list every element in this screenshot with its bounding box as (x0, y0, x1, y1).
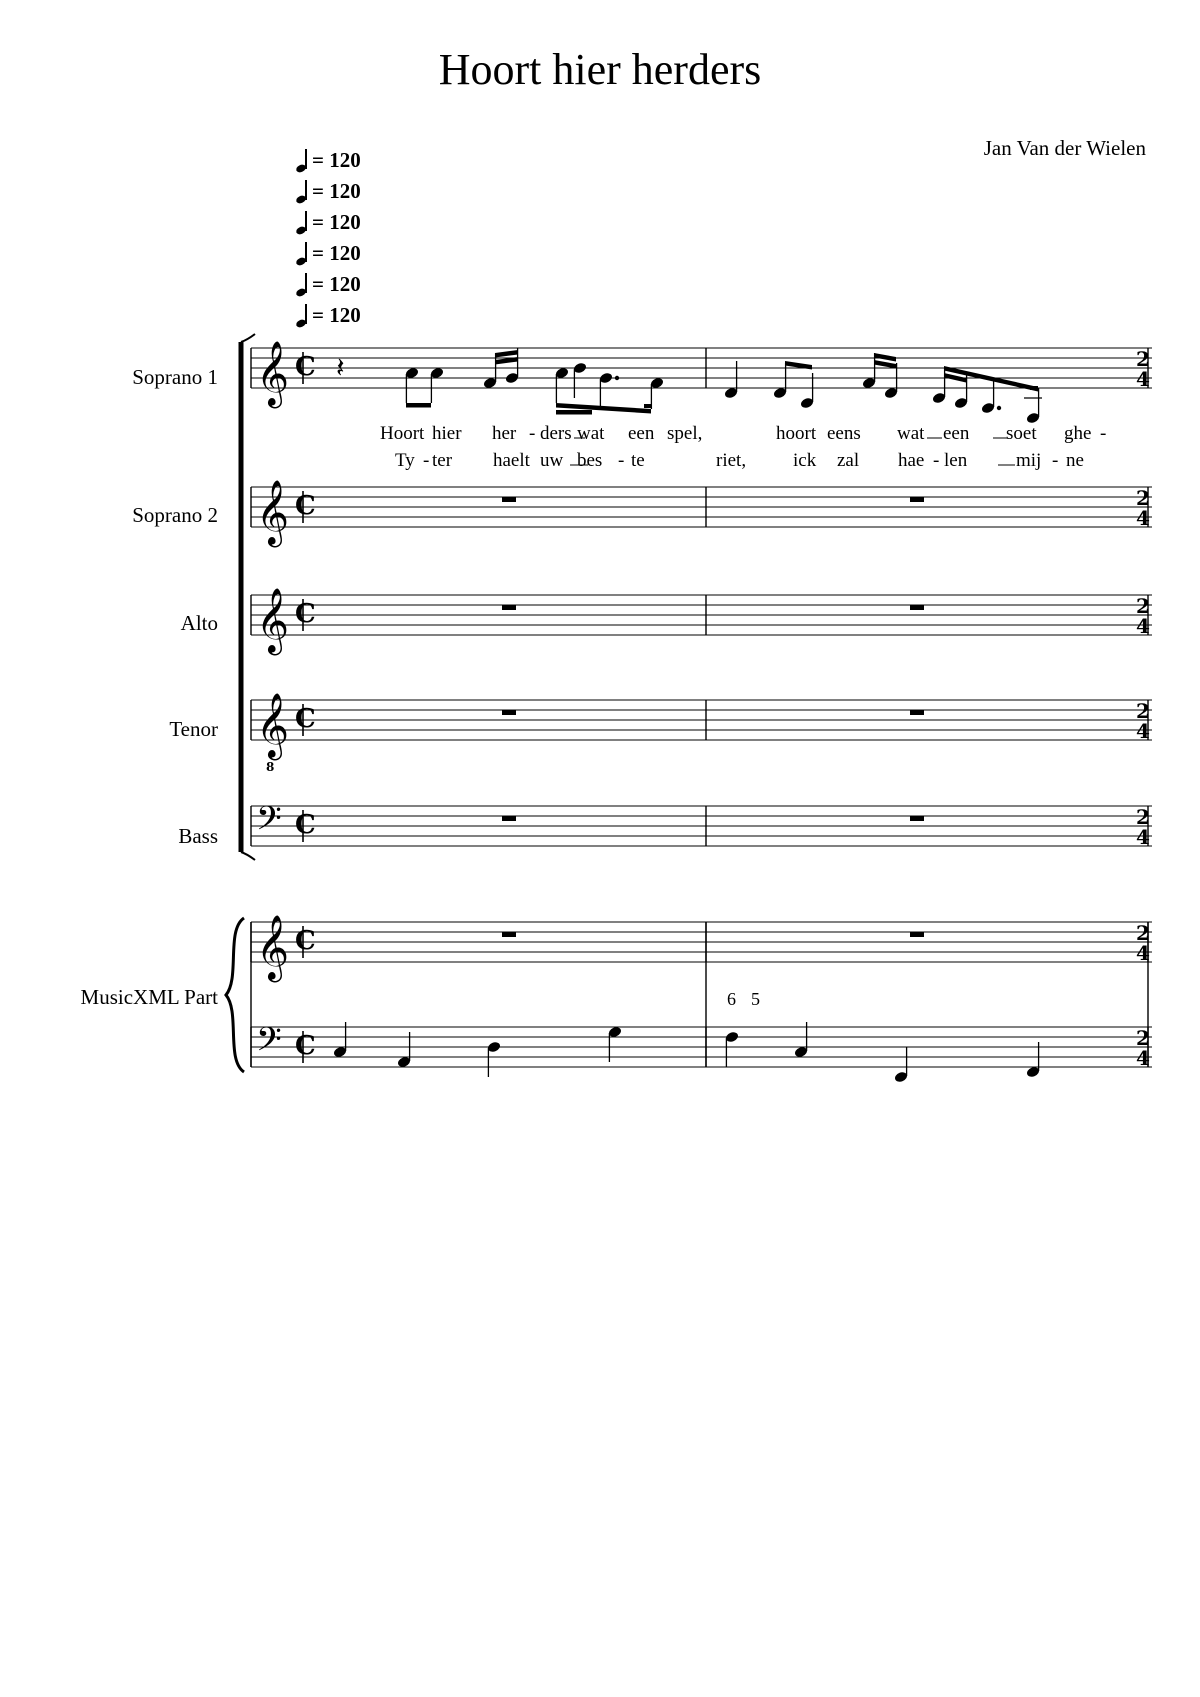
lyric-syllable: - (618, 450, 625, 471)
lyric-syllable: ter (432, 450, 453, 471)
lyric-syllable: len (944, 450, 968, 471)
beam (874, 360, 896, 369)
lyric-syllable: wat (897, 423, 925, 444)
time-signature-denominator: 4 (1136, 941, 1150, 965)
cut-time-icon: C (295, 704, 316, 734)
whole-rest (910, 497, 924, 502)
bass-clef-icon: 𝄢 (256, 1021, 282, 1067)
beam (644, 404, 651, 408)
time-signature-denominator: 4 (1136, 506, 1150, 530)
whole-rest (910, 605, 924, 610)
instrument-label-bass: Bass (178, 824, 218, 848)
choir-bracket (241, 852, 255, 860)
bass-clef-icon: 𝄢 (256, 800, 282, 846)
tempo-text: = 120 (312, 179, 361, 203)
cut-time-icon: C (295, 810, 316, 840)
time-signature-numerator: 2 (1136, 1026, 1150, 1050)
lyric-syllable: her (492, 423, 517, 444)
note-dot (997, 406, 1001, 410)
time-signature-numerator: 2 (1136, 594, 1150, 618)
lyric-syllable: - (1100, 423, 1107, 444)
instrument-label-alto: Alto (180, 611, 218, 635)
treble-clef-icon: 𝄞 (256, 915, 290, 980)
whole-rest (502, 605, 516, 610)
lyric-syllable: riet, (716, 450, 747, 471)
piece-title: Hoort hier herders (438, 45, 762, 94)
time-signature-denominator: 4 (1136, 719, 1150, 743)
lyric-syllable: ghe (1064, 423, 1092, 444)
piano-brace (226, 918, 244, 1072)
lyric-syllable: hoort (776, 423, 817, 444)
lyric-syllable: zal (837, 450, 860, 471)
instrument-label-tenor: Tenor (169, 717, 218, 741)
lyric-syllable: soet (1006, 423, 1037, 444)
cut-time-icon: C (295, 1031, 316, 1061)
cut-time-icon: C (295, 926, 316, 956)
lyric-syllable: te (631, 450, 645, 471)
lyric-syllable: ne (1066, 450, 1084, 471)
whole-rest (910, 932, 924, 937)
tempo-text: = 120 (312, 303, 361, 327)
whole-rest (910, 710, 924, 715)
lyric-syllable: wat (577, 423, 605, 444)
instrument-label-soprano1: Soprano 1 (132, 365, 218, 389)
whole-rest (502, 497, 516, 502)
lyric-syllable: spel, (667, 423, 703, 444)
lyric-syllable: ick (793, 450, 817, 471)
time-signature-numerator: 2 (1136, 486, 1150, 510)
figured-bass-5: 5 (751, 989, 760, 1009)
beam (406, 403, 431, 408)
composer-name: Jan Van der Wielen (983, 136, 1146, 160)
time-signature-numerator: 2 (1136, 921, 1150, 945)
time-signature-denominator: 4 (1136, 614, 1150, 638)
lyric-syllable: mij (1016, 450, 1042, 471)
time-signature-numerator: 2 (1136, 347, 1150, 371)
lyric-syllable: Ty (395, 450, 415, 471)
lyric-syllable: - (423, 450, 430, 471)
whole-rest (502, 932, 516, 937)
note-dot (615, 376, 619, 380)
whole-rest (502, 816, 516, 821)
instrument-label-piano: MusicXML Part (80, 985, 218, 1009)
tempo-text: = 120 (312, 272, 361, 296)
cut-time-icon: C (295, 491, 316, 521)
tempo-text: = 120 (312, 148, 361, 172)
lyric-syllable: bes (577, 450, 603, 471)
tenor-octave-mark: 8 (266, 760, 275, 774)
lyric-syllable: een (628, 423, 655, 444)
lyric-syllable: - (529, 423, 536, 444)
beam (556, 410, 592, 415)
treble-clef-icon: 𝄞 (256, 693, 290, 758)
tempo-text: = 120 (312, 210, 361, 234)
lyric-syllable: Hoort (380, 423, 425, 444)
lyric-syllable: hae (898, 450, 925, 471)
figured-bass-6: 6 (727, 989, 736, 1009)
cut-time-icon: C (295, 599, 316, 629)
treble-clef-icon: 𝄞 (256, 588, 290, 653)
whole-rest (502, 710, 516, 715)
lyric-syllable: hier (432, 423, 462, 444)
beam (495, 350, 518, 358)
tempo-text: = 120 (312, 241, 361, 265)
time-signature-numerator: 2 (1136, 805, 1150, 829)
time-signature-denominator: 4 (1136, 1046, 1150, 1070)
choir-bracket (241, 334, 255, 342)
beam (874, 353, 896, 362)
treble-clef-icon: 𝄞 (256, 480, 290, 545)
time-signature-denominator: 4 (1136, 367, 1150, 391)
whole-rest (910, 816, 924, 821)
lyric-syllable: een (943, 423, 970, 444)
lyric-syllable: haelt (493, 450, 530, 471)
beam (1030, 386, 1038, 390)
lyric-syllable: eens (827, 423, 861, 444)
lyric-syllable: uw (540, 450, 564, 471)
lyric-syllable: - (933, 450, 940, 471)
lyric-syllable: ders (540, 423, 572, 444)
lyric-syllable: - (1052, 450, 1059, 471)
time-signature-numerator: 2 (1136, 699, 1150, 723)
treble-clef-icon: 𝄞 (256, 341, 290, 406)
time-signature-denominator: 4 (1136, 825, 1150, 849)
quarter-rest-icon: 𝄽 (336, 351, 345, 384)
instrument-label-soprano2: Soprano 2 (132, 503, 218, 527)
cut-time-icon: C (295, 352, 316, 382)
